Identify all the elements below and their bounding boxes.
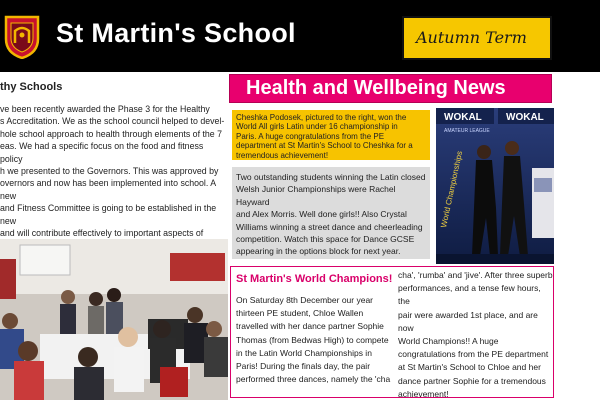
world-champions-title: St Martin's World Champions! [236,273,393,285]
world-champions-column-2: cha', 'rumba' and 'jive'. After three superb performances, and a tense few hours, the pair were awarded 1st place, and are now World Champions!! A huge congratulations from the PE department at St Martin's School to Chloe and her dance partner Sophie for a tremendous achievement! [398,270,553,399]
school-crest-icon [3,15,41,59]
masthead [0,0,600,72]
world-champions-column-1: On Saturday 8th December our year thirteen PE student, Chloe Wallen travelled with her dance partner Sophie Thomas (from Bedwas High) to compete in the Latin World Championships in Paris! During the finals day, the pair performed three dances, namely the 'cha [236,295,391,385]
health-news-banner: Health and Wellbeing News [229,74,552,103]
healthy-schools-text: ve been recently awarded the Phase 3 for the Healthy s Accreditation. We as the school council helped to devel- hole school approach to health through elements of the 7 eas. We had a specific focus on the food and fitness policy h we presented to the Governors. This was approved by overnors and now has been implemented into school. A new and Fitness Committee is going to be established in the new and will contribute effectively to important aspects of [0,104,225,239]
world-champions-box [230,266,554,398]
classroom-photo-illustration [0,239,228,400]
poster-subtitle: AMATEUR LEAGUE [444,128,490,134]
poster-vertical-text: World Championships [439,150,465,229]
healthy-schools-heading: thy Schools [0,81,63,93]
poster-logo-right: WOKAL [506,112,544,123]
dancers-photo-illustration [436,108,554,264]
poster-logo-left: WOKAL [444,112,482,123]
classroom-photo [0,239,228,400]
dancers-photo [436,108,554,264]
cheshka-story: Cheshka Podosek, pictured to the right, won the World All girls Latin under 16 championship in Paris. A huge congratulations from the PE department at St Martin's School to Cheshka for a tremendous achievement! [232,110,430,160]
welsh-championships-story: Two outstanding students winning the Latin closed Welsh Junior Championships were Rachel Hayward and Alex Morris. Well done girls!! Also Crystal Williams winning a street dance and cheerleading competition. Watch this space for Dance GCSE appearing in the options block for next year. [232,167,430,259]
term-badge: Autumn Term [402,16,552,60]
school-name: St Martin's School [56,18,296,48]
